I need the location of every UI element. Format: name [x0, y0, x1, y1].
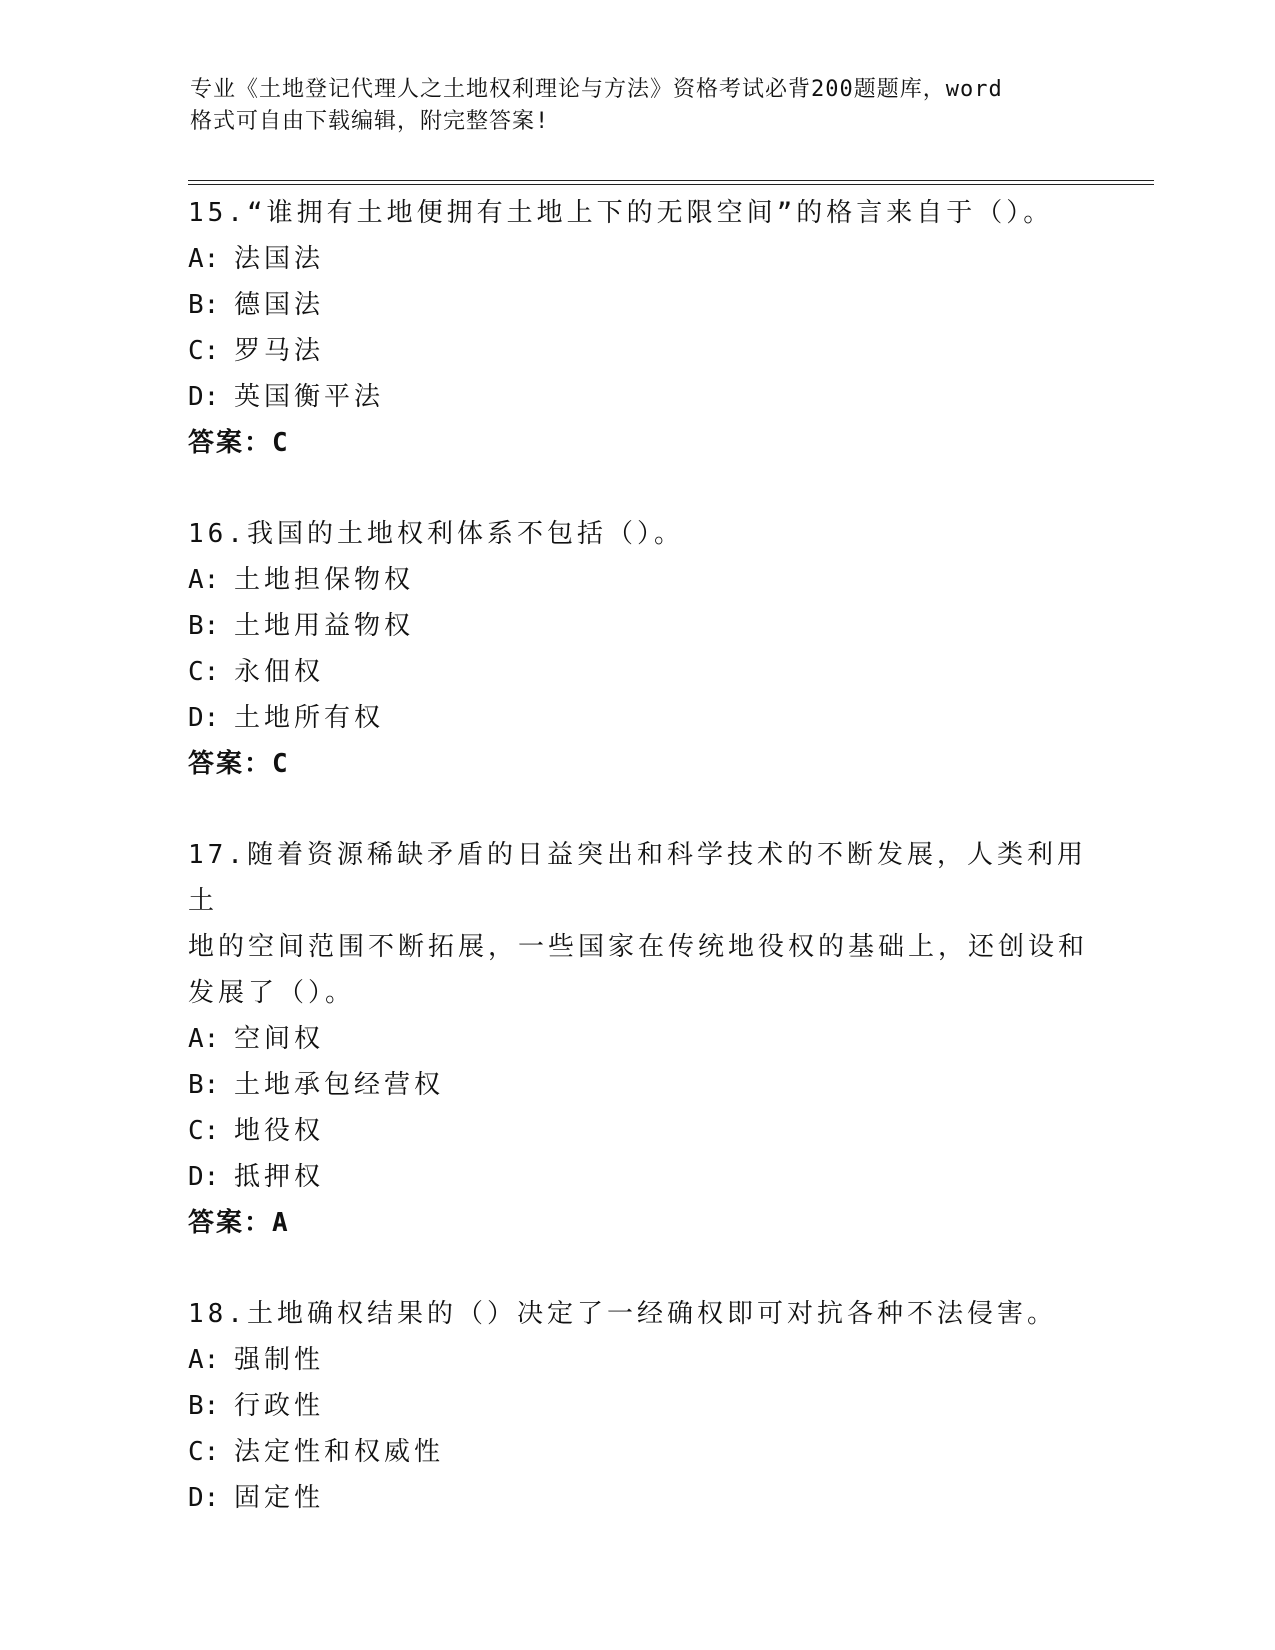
- question-list: [188, 190, 1088, 1566]
- option-c: [188, 1108, 1088, 1154]
- option-key: A:: [188, 1345, 220, 1375]
- question-16: [188, 511, 1088, 787]
- option-text: 土地用益物权: [234, 611, 415, 641]
- option-key: C:: [188, 336, 220, 366]
- option-b: [188, 1062, 1088, 1108]
- option-text: 德国法: [234, 290, 325, 320]
- option-key: D:: [188, 703, 220, 733]
- option-key: A:: [188, 1024, 220, 1054]
- option-a: [188, 1337, 1088, 1383]
- option-b: [188, 1383, 1088, 1429]
- question-stem: 16.我国的土地权利体系不包括（）。: [188, 519, 684, 549]
- question-18: [188, 1291, 1088, 1521]
- option-a: [188, 1016, 1088, 1062]
- question-stem: 18.土地确权结果的（）决定了一经确权即可对抗各种不法侵害。: [188, 1299, 1057, 1329]
- header-line-2: 格式可自由下载编辑，附完整答案!: [190, 109, 550, 134]
- option-key: B:: [188, 1391, 220, 1421]
- option-key: D:: [188, 382, 220, 412]
- option-text: 法国法: [234, 244, 325, 274]
- option-key: B:: [188, 1070, 220, 1100]
- option-key: A:: [188, 244, 220, 274]
- option-key: B:: [188, 290, 220, 320]
- option-key: D:: [188, 1483, 220, 1513]
- option-b: [188, 603, 1088, 649]
- option-c: [188, 649, 1088, 695]
- question-stem-line-1: 17.随着资源稀缺矛盾的日益突出和科学技术的不断发展，人类利用土: [188, 840, 1087, 916]
- option-c: [188, 1429, 1088, 1475]
- header-divider: [188, 180, 1154, 185]
- option-key: A:: [188, 565, 220, 595]
- option-key: C:: [188, 657, 220, 687]
- question-stem-line-3: 发展了（）。: [188, 978, 356, 1008]
- option-text: 土地担保物权: [234, 565, 415, 595]
- option-key: B:: [188, 611, 220, 641]
- question-stem: 15.“谁拥有土地便拥有土地上下的无限空间”的格言来自于（）。: [188, 198, 1054, 228]
- option-text: 法定性和权威性: [234, 1437, 445, 1467]
- question-15: [188, 190, 1088, 466]
- option-text: 永佃权: [234, 657, 325, 687]
- option-a: [188, 236, 1088, 282]
- question-stem-line-2: 地的空间范围不断拓展，一些国家在传统地役权的基础上，还创设和: [188, 932, 1089, 962]
- answer-line: 答案：C: [188, 749, 290, 779]
- option-text: 地役权: [234, 1116, 325, 1146]
- question-17: [188, 832, 1088, 1246]
- option-text: 土地承包经营权: [234, 1070, 445, 1100]
- option-d: [188, 374, 1088, 420]
- option-text: 空间权: [234, 1024, 325, 1054]
- answer-line: 答案：C: [188, 428, 290, 458]
- option-text: 行政性: [234, 1391, 325, 1421]
- document-header: [190, 74, 1070, 138]
- answer-line: 答案：A: [188, 1208, 290, 1238]
- option-key: C:: [188, 1437, 220, 1467]
- header-line-1: 专业《土地登记代理人之土地权利理论与方法》资格考试必背200题题库，word: [190, 77, 1003, 102]
- option-a: [188, 557, 1088, 603]
- option-d: [188, 1475, 1088, 1521]
- option-b: [188, 282, 1088, 328]
- option-text: 强制性: [234, 1345, 325, 1375]
- option-text: 抵押权: [234, 1162, 325, 1192]
- option-text: 土地所有权: [234, 703, 385, 733]
- option-text: 固定性: [234, 1483, 325, 1513]
- option-key: D:: [188, 1162, 220, 1192]
- option-c: [188, 328, 1088, 374]
- option-text: 英国衡平法: [234, 382, 385, 412]
- option-d: [188, 1154, 1088, 1200]
- option-key: C:: [188, 1116, 220, 1146]
- option-text: 罗马法: [234, 336, 325, 366]
- option-d: [188, 695, 1088, 741]
